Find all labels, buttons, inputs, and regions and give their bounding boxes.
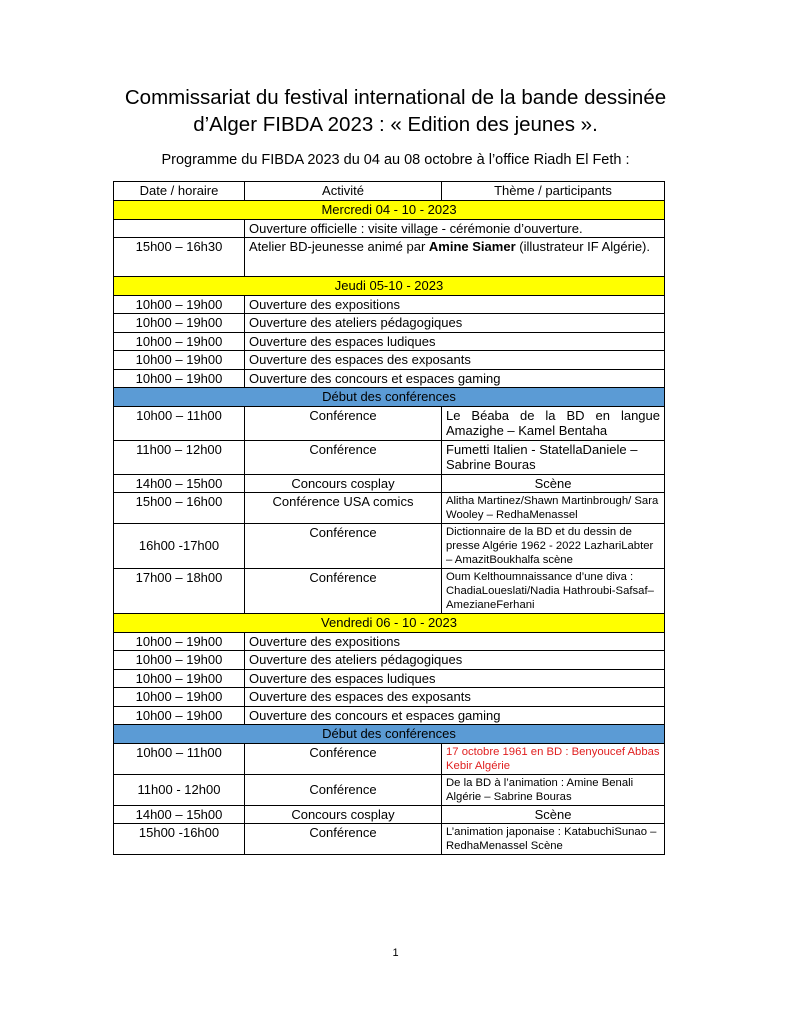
table-row (114, 632, 665, 651)
title-line-2: d’Alger FIBDA 2023 : « Edition des jeunes ». (193, 113, 598, 136)
day-label: Vendredi 06 - 10 - 2023 (114, 614, 665, 633)
table-row (114, 669, 665, 688)
time-cell: 11h00 - 12h00 (114, 774, 245, 805)
time-cell: 10h00 – 19h00 (114, 351, 245, 370)
activity-cell: Concours cosplay (245, 805, 442, 824)
table-row (114, 706, 665, 725)
time-cell: 10h00 – 19h00 (114, 369, 245, 388)
header-activity: Activité (245, 182, 442, 201)
activity-cell: Conférence (245, 440, 442, 474)
activity-cell: Ouverture des ateliers pédagogiques (245, 651, 665, 670)
table-row (114, 314, 665, 333)
table-row (114, 332, 665, 351)
time-cell: 10h00 – 19h00 (114, 314, 245, 333)
table-row (114, 743, 665, 774)
header-theme: Thème / participants (442, 182, 665, 201)
activity-cell: Conférence (245, 743, 442, 774)
time-cell: 16h00 -17h00 (114, 524, 245, 569)
participants-cell: Alitha Martinez/Shawn Martinbrough/ Sara Wooley – RedhaMenassel (442, 493, 665, 524)
table-row (114, 774, 665, 805)
table-row (114, 369, 665, 388)
time-cell (114, 219, 245, 238)
document-title (60, 84, 731, 138)
table-row (114, 824, 665, 855)
activity-cell: Ouverture officielle : visite village - cérémonie d’ouverture. (245, 219, 665, 238)
header-date: Date / horaire (114, 182, 245, 201)
time-cell: 15h00 – 16h30 (114, 238, 245, 277)
activity-cell (245, 238, 665, 277)
time-cell: 15h00 -16h00 (114, 824, 245, 855)
time-cell: 14h00 – 15h00 (114, 805, 245, 824)
page-number: 1 (392, 947, 399, 959)
time-cell: 11h00 – 12h00 (114, 440, 245, 474)
participants-cell: Le Béaba de la BD en langue Amazighe – Kamel Bentaha (442, 406, 665, 440)
activity-cell: Ouverture des concours et espaces gaming (245, 706, 665, 725)
day-row-friday (114, 614, 665, 633)
participants-cell: Fumetti Italien - StatellaDaniele – Sabrine Bouras (442, 440, 665, 474)
activity-cell: Conférence (245, 774, 442, 805)
presenter-name: Amine Siamer (428, 239, 516, 254)
activity-cell: Conférence USA comics (245, 493, 442, 524)
time-cell: 14h00 – 15h00 (114, 474, 245, 493)
table-row (114, 351, 665, 370)
conference-label: Début des conférences (114, 388, 665, 407)
participants-cell: Oum Kelthoumnaissance d’une diva : ChadiaLoueslati/Nadia Hathroubi-Safsaf– AmezianeFerhani (442, 569, 665, 614)
time-cell: 10h00 – 19h00 (114, 706, 245, 725)
activity-cell: Ouverture des espaces des exposants (245, 688, 665, 707)
activity-text: (illustrateur IF Algérie). (515, 239, 650, 254)
activity-cell: Ouverture des ateliers pédagogiques (245, 314, 665, 333)
participants-cell: Scène (442, 805, 665, 824)
activity-cell: Ouverture des espaces des exposants (245, 351, 665, 370)
activity-cell: Ouverture des expositions (245, 632, 665, 651)
activity-cell: Ouverture des espaces ludiques (245, 669, 665, 688)
conference-header-row (114, 388, 665, 407)
time-cell: 10h00 – 19h00 (114, 669, 245, 688)
table-row (114, 440, 665, 474)
time-cell: 10h00 – 19h00 (114, 632, 245, 651)
time-cell: 17h00 – 18h00 (114, 569, 245, 614)
activity-cell: Conférence (245, 406, 442, 440)
table-row (114, 493, 665, 524)
day-label: Mercredi 04 - 10 - 2023 (114, 201, 665, 220)
time-cell: 10h00 – 19h00 (114, 295, 245, 314)
activity-cell: Concours cosplay (245, 474, 442, 493)
time-cell: 10h00 – 19h00 (114, 688, 245, 707)
program-subtitle: Programme du FIBDA 2023 du 04 au 08 octobre à l’office Riadh El Feth : (161, 152, 630, 168)
time-cell: 15h00 – 16h00 (114, 493, 245, 524)
table-row (114, 524, 665, 569)
time-cell: 10h00 – 19h00 (114, 651, 245, 670)
time-cell: 10h00 – 19h00 (114, 332, 245, 351)
time-cell: 10h00 – 11h00 (114, 743, 245, 774)
table-row (114, 651, 665, 670)
day-label: Jeudi 05-10 - 2023 (114, 277, 665, 296)
day-row-thursday (114, 277, 665, 296)
activity-cell: Conférence (245, 824, 442, 855)
participants-cell: Dictionnaire de la BD et du dessin de presse Algérie 1962 - 2022 LazhariLabter – AmazitBoukhalfa scène (442, 524, 665, 569)
table-header-row (114, 182, 665, 201)
participants-cell: 17 octobre 1961 en BD : Benyoucef Abbas Kebir Algérie (442, 743, 665, 774)
table-row (114, 219, 665, 238)
day-row-wednesday (114, 201, 665, 220)
program-table (113, 181, 665, 855)
activity-cell: Ouverture des expositions (245, 295, 665, 314)
table-row (114, 805, 665, 824)
activity-text: Atelier BD-jeunesse animé par (249, 239, 429, 254)
time-cell: 10h00 – 11h00 (114, 406, 245, 440)
participants-cell: L’animation japonaise : KatabuchiSunao – RedhaMenassel Scène (442, 824, 665, 855)
activity-cell: Ouverture des espaces ludiques (245, 332, 665, 351)
conference-label: Début des conférences (114, 725, 665, 744)
table-row (114, 569, 665, 614)
activity-cell: Ouverture des concours et espaces gaming (245, 369, 665, 388)
title-line-1: Commissariat du festival international de la bande dessinée (124, 86, 667, 109)
table-row (114, 295, 665, 314)
participants-cell: Scène (442, 474, 665, 493)
table-row (114, 238, 665, 277)
participants-cell: De la BD à l’animation : Amine Benali Algérie – Sabrine Bouras (442, 774, 665, 805)
activity-cell: Conférence (245, 524, 442, 569)
activity-cell: Conférence (245, 569, 442, 614)
table-row (114, 688, 665, 707)
table-row (114, 474, 665, 493)
conference-header-row (114, 725, 665, 744)
table-row (114, 406, 665, 440)
